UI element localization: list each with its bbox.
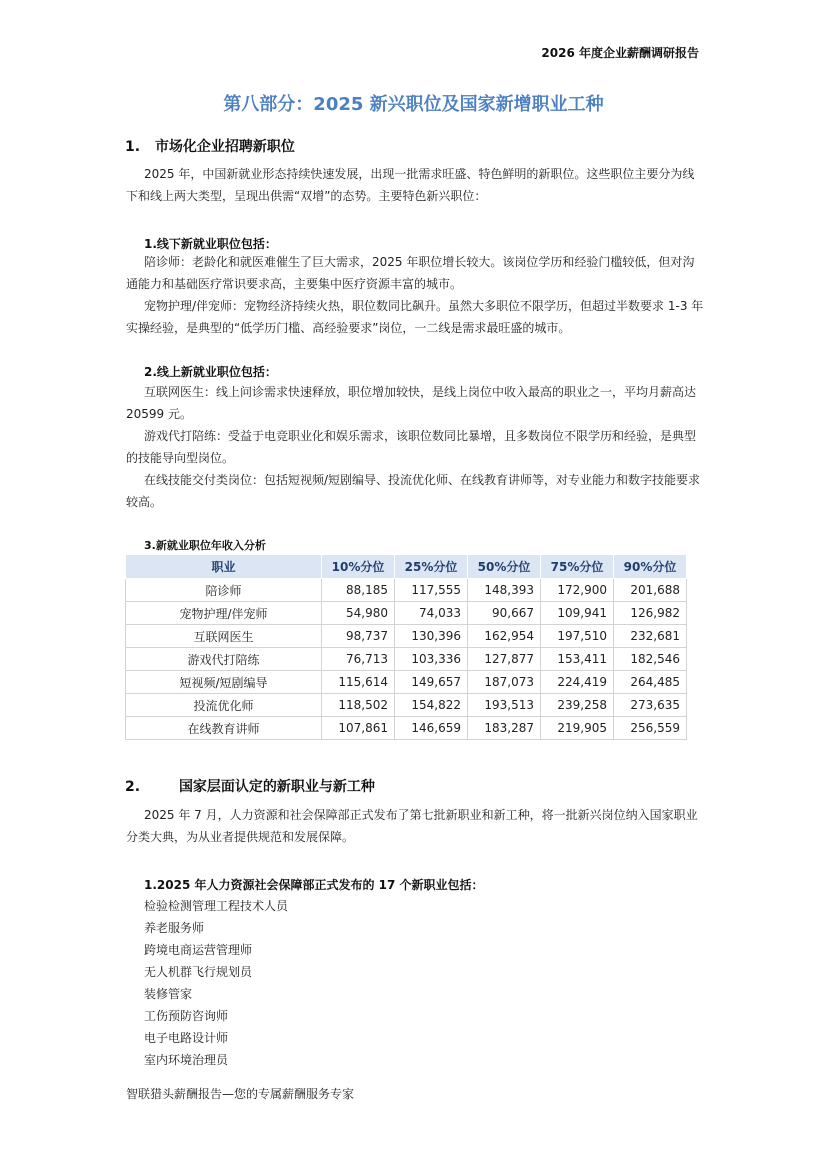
salary-cell: 76,713 — [322, 648, 395, 671]
salary-cell: 115,614 — [322, 671, 395, 694]
salary-cell: 162,954 — [468, 625, 541, 648]
table-row — [126, 717, 687, 740]
section-2-intro: 2025 年 7 月，人力资源和社会保障部正式发布了第七批新职业和新工种，将一批新兴岗位纳入国家职业分类大典，为从业者提供规范和发展保障。 — [126, 808, 698, 844]
salary-cell: 154,822 — [395, 694, 468, 717]
salary-cell: 148,393 — [468, 579, 541, 602]
table-row — [126, 625, 687, 648]
table-row — [126, 579, 687, 602]
salary-cell: 149,657 — [395, 671, 468, 694]
table-row — [126, 602, 687, 625]
salary-cell: 146,659 — [395, 717, 468, 740]
running-header: 2026 年度企业薪酬调研报告 — [541, 46, 699, 60]
table-header-cell: 90%分位 — [614, 555, 687, 579]
list-item: 室内环境治理员 — [144, 1053, 229, 1067]
table-header-cell: 75%分位 — [541, 555, 614, 579]
list-item: 工伤预防咨询师 — [144, 1009, 229, 1023]
section-1-number: 1. — [125, 139, 141, 155]
salary-cell: 107,861 — [322, 717, 395, 740]
salary-cell: 103,336 — [395, 648, 468, 671]
list-item: 跨境电商运营管理师 — [144, 943, 253, 957]
salary-cell: 130,396 — [395, 625, 468, 648]
salary-cell: 88,185 — [322, 579, 395, 602]
salary-cell: 109,941 — [541, 602, 614, 625]
table-header-cell: 50%分位 — [468, 555, 541, 579]
salary-cell: 193,513 — [468, 694, 541, 717]
salary-cell: 118,502 — [322, 694, 395, 717]
salary-cell: 74,033 — [395, 602, 468, 625]
salary-cell: 117,555 — [395, 579, 468, 602]
occupation-cell: 游戏代打陪练 — [126, 648, 322, 671]
offline-jobs-heading: 1.线下新就业职位包括： — [144, 237, 277, 251]
page-footer: 智联猎头薪酬报告—您的专属薪酬服务专家 — [126, 1087, 355, 1101]
section-1-title: 市场化企业招聘新职位 — [154, 139, 295, 155]
online-job-item: 在线技能交付类岗位：包括短视频/短剧编导、投流优化师、在线教育讲师等，对专业能力和数字技能要求较高。 — [126, 473, 701, 509]
online-job-item: 互联网医生：线上问诊需求快速释放，职位增加较快，是线上岗位中收入最高的职业之一，平均月薪高达 20599 元。 — [126, 385, 697, 421]
salary-cell: 256,559 — [614, 717, 687, 740]
section-2-heading — [125, 776, 375, 796]
list-item: 电子电路设计师 — [144, 1031, 229, 1045]
salary-cell: 153,411 — [541, 648, 614, 671]
table-row — [126, 694, 687, 717]
new-occupations-heading: 1.2025 年人力资源社会保障部正式发布的 17 个新职业包括： — [144, 878, 484, 892]
list-item: 检验检测管理工程技术人员 — [144, 899, 289, 913]
salary-cell: 232,681 — [614, 625, 687, 648]
offline-job-item: 陪诊师：老龄化和就医难催生了巨大需求，2025 年职位增长较大。该岗位学历和经验门槛较低，但对沟通能力和基础医疗常识要求高，主要集中医疗资源丰富的城市。 — [126, 255, 695, 291]
list-item: 养老服务师 — [144, 921, 205, 935]
salary-cell: 239,258 — [541, 694, 614, 717]
offline-job-item: 宠物护理/伴宠师：宠物经济持续火热，职位数同比飙升。虽然大多职位不限学历，但超过半数要求 1-3 年实操经验，是典型的“低学历门槛、高经验要求”岗位，一二线是需求最旺盛的城市。 — [126, 299, 704, 335]
occupation-cell: 互联网医生 — [126, 625, 322, 648]
occupation-cell: 在线教育讲师 — [126, 717, 322, 740]
salary-cell: 98,737 — [322, 625, 395, 648]
online-jobs-heading: 2.线上新就业职位包括： — [144, 365, 277, 379]
salary-cell: 54,980 — [322, 602, 395, 625]
occupation-cell: 短视频/短剧编导 — [126, 671, 322, 694]
table-header-cell: 职业 — [126, 555, 322, 579]
table-header-row — [126, 555, 687, 579]
table-header-cell: 25%分位 — [395, 555, 468, 579]
list-item: 装修管家 — [144, 987, 193, 1001]
salary-cell: 201,688 — [614, 579, 687, 602]
section-2-number: 2. — [125, 779, 141, 795]
table-header-cell: 10%分位 — [322, 555, 395, 579]
salary-cell: 264,485 — [614, 671, 687, 694]
salary-cell: 224,419 — [541, 671, 614, 694]
table-row — [126, 648, 687, 671]
occupation-cell: 投流优化师 — [126, 694, 322, 717]
section-1-intro: 2025 年，中国新就业形态持续快速发展，出现一批需求旺盛、特色鲜明的新职位。这些职位主要分为线下和线上两大类型，呈现出供需“双增”的态势。主要特色新兴职位： — [126, 167, 695, 203]
page-title: 第八部分：2025 新兴职位及国家新增职业工种 — [223, 94, 604, 115]
occupation-cell: 宠物护理/伴宠师 — [126, 602, 322, 625]
list-item: 无人机群飞行规划员 — [144, 965, 253, 979]
table-row — [126, 671, 687, 694]
salary-cell: 219,905 — [541, 717, 614, 740]
salary-cell: 172,900 — [541, 579, 614, 602]
salary-cell: 182,546 — [614, 648, 687, 671]
salary-cell: 127,877 — [468, 648, 541, 671]
section-2-title: 国家层面认定的新职业与新工种 — [178, 779, 375, 795]
salary-table-caption: 3.新就业职位年收入分析 — [144, 539, 266, 552]
online-job-item: 游戏代打陪练：受益于电竞职业化和娱乐需求，该职位数同比暴增，且多数岗位不限学历和经验，是典型的技能导向型岗位。 — [126, 429, 697, 465]
salary-cell: 183,287 — [468, 717, 541, 740]
salary-cell: 197,510 — [541, 625, 614, 648]
salary-cell: 126,982 — [614, 602, 687, 625]
section-1-heading — [125, 136, 295, 156]
salary-cell: 187,073 — [468, 671, 541, 694]
salary-table — [125, 554, 687, 740]
salary-cell: 273,635 — [614, 694, 687, 717]
salary-cell: 90,667 — [468, 602, 541, 625]
occupation-cell: 陪诊师 — [126, 579, 322, 602]
